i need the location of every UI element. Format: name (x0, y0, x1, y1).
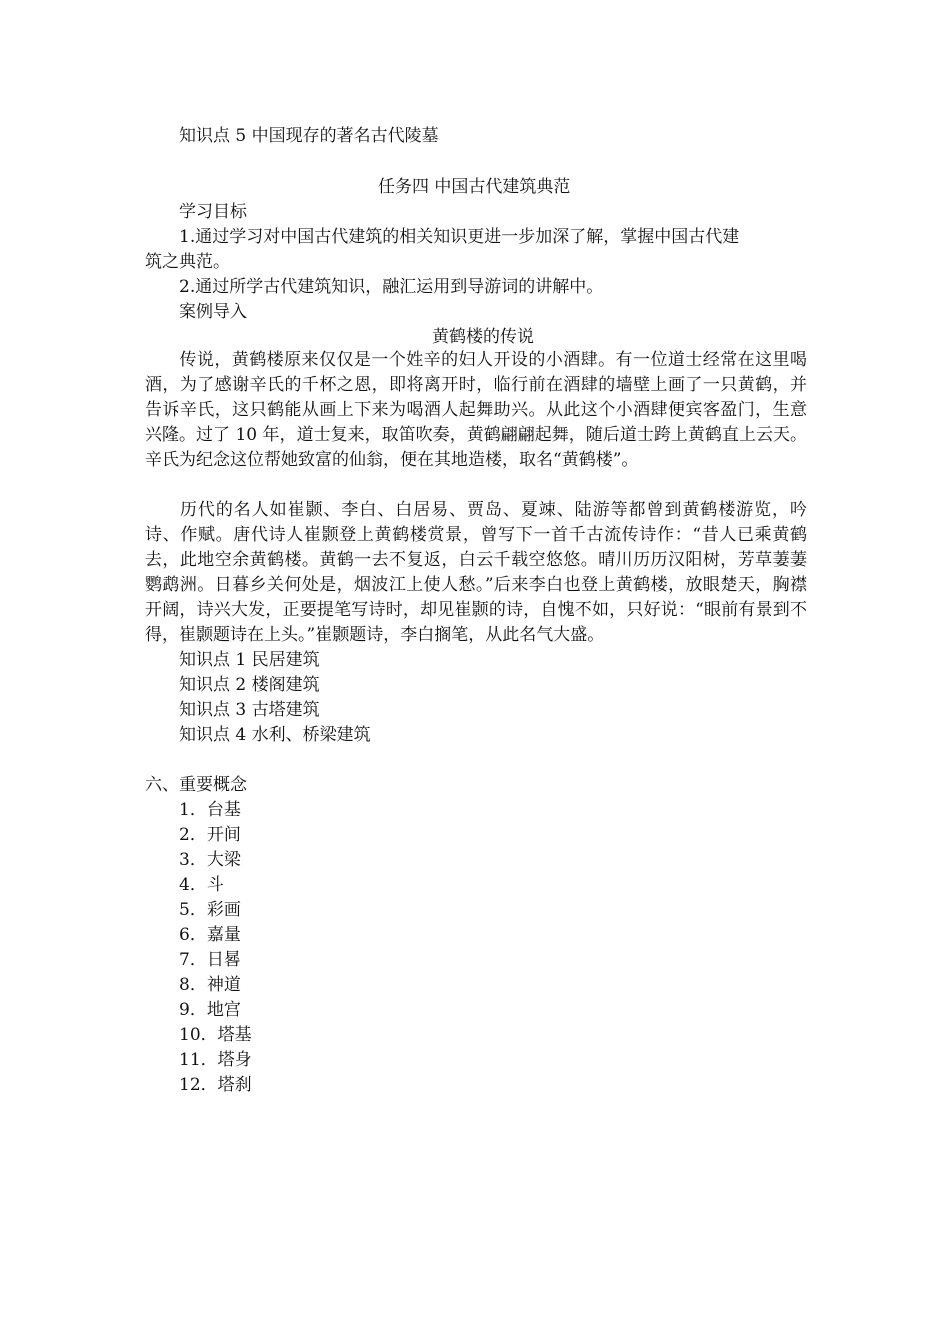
task-title: 任务四 中国古代建筑典范 (378, 177, 571, 197)
goal-2: 2.通过所学古代建筑知识，融汇运用到导游词的讲解中。 (179, 277, 604, 297)
story-paragraph-1-text: 传说，黄鹤楼原来仅仅是一个姓辛的妇人开设的小酒肆。有一位道士经常在这里喝酒，为了感谢辛氏的千杯之恩，即将离开时，临行前在酒肆的墙壁上画了一只黄鹤，并告诉辛氏，这只鹤能从画上下来为喝酒人起舞助兴。从此这个小酒肆便宾客盈门，生意兴隆。过了 10 年，道士复来，取笛吹奏，黄鹤翩翩起舞，随后道士跨上黄鹤直上云天。辛氏为纪念这位帮她致富的仙翁，便在其地造楼，取名“黄鹤楼”。 (145, 350, 807, 470)
concept-item: 8．神道 (179, 975, 241, 995)
knowledge-point-5-heading: 知识点 5 中国现存的著名古代陵墓 (179, 126, 439, 146)
knowledge-point-4: 知识点 4 水利、桥梁建筑 (179, 725, 371, 745)
concept-item: 3．大梁 (179, 850, 241, 870)
goal-1-line-2: 筑之典范。 (145, 252, 230, 272)
concept-item: 1．台基 (179, 800, 241, 820)
goal-1-line-1: 1.通过学习对中国古代建筑的相关知识更进一步加深了解，掌握中国古代建 (179, 227, 740, 247)
concept-item: 12．塔刹 (179, 1075, 252, 1095)
knowledge-point-2: 知识点 2 楼阁建筑 (179, 675, 320, 695)
story-paragraph-2 (145, 498, 807, 648)
story-paragraph-1 (145, 348, 807, 473)
knowledge-point-1: 知识点 1 民居建筑 (179, 650, 320, 670)
concept-item: 7．日晷 (179, 950, 241, 970)
case-intro-heading: 案例导入 (179, 302, 247, 322)
story-paragraph-2-text: 历代的名人如崔颢、李白、白居易、贾岛、夏竦、陆游等都曾到黄鹤楼游览，吟诗、作赋。唐代诗人崔颢登上黄鹤楼赏景，曾写下一首千古流传诗作：“昔人已乘黄鹤去，此地空余黄鹤楼。黄鹤一去不复返，白云千载空悠悠。晴川历历汉阳树，芳草萋萋鹦鹉洲。日暮乡关何处是，烟波江上使人愁。”后来李白也登上黄鹤楼，放眼楚天，胸襟开阔，诗兴大发，正要提笔写诗时，却见崔颢的诗，自愧不如，只好说：“眼前有景到不得，崔颢题诗在上头。”崔颢题诗，李白搁笔，从此名气大盛。 (145, 500, 807, 645)
knowledge-point-3: 知识点 3 古塔建筑 (179, 700, 320, 720)
concept-item: 5．彩画 (179, 900, 241, 920)
concept-item: 2．开间 (179, 825, 241, 845)
concept-item: 4．斗 (179, 875, 224, 895)
story-title: 黄鹤楼的传说 (432, 327, 534, 347)
concept-item: 10．塔基 (179, 1025, 252, 1045)
concept-item: 11．塔身 (179, 1050, 252, 1070)
learning-goals-heading: 学习目标 (179, 202, 247, 222)
concepts-heading: 六、重要概念 (145, 775, 247, 795)
concept-item: 6．嘉量 (179, 925, 241, 945)
concept-item: 9．地宫 (179, 1000, 241, 1020)
